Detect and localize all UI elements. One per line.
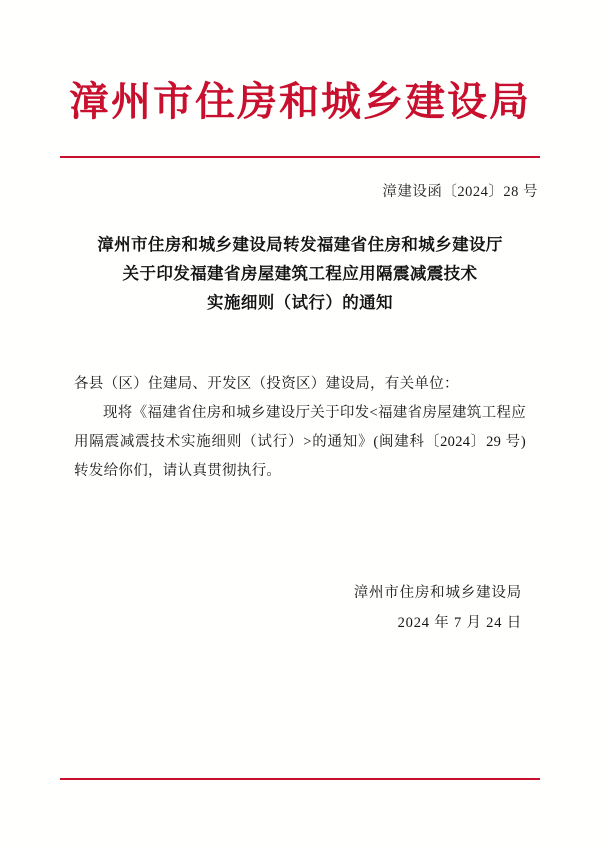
document-number-text: 漳建设函〔2024〕28 号 [382, 184, 538, 200]
document-signature [0, 578, 600, 639]
issuing-organization-title: 漳州市住房和城乡建设局 [69, 79, 531, 124]
signature-date: 2024 年 7 月 24 日 [397, 615, 522, 632]
header-red-divider [60, 156, 540, 158]
salutation: 各县（区）住建局、开发区（投资区）建设局，有关单位： [74, 375, 459, 392]
document-title-line-1: 漳州市住房和城乡建设局转发福建省住房和城乡建设厅 [97, 235, 503, 254]
body-paragraph: 现将《福建省住房和城乡建设厅关于印发<福建省房屋建筑工程应用隔震减震技术实施细则（试行）>的通知》(闽建科〔2024〕29 号) 转发给你们，请认真贯彻执行。 [74, 404, 526, 479]
document-body [74, 370, 526, 486]
signature-organization: 漳州市住房和城乡建设局 [353, 584, 522, 601]
document-header [0, 0, 600, 158]
document-title [74, 231, 526, 318]
document-number [0, 180, 600, 201]
footer-red-divider [60, 778, 540, 780]
document-title-line-3: 实施细则（试行）的通知 [207, 292, 393, 312]
document-title-line-2: 关于印发福建省房屋建筑工程应用隔震减震技术 [122, 263, 478, 283]
